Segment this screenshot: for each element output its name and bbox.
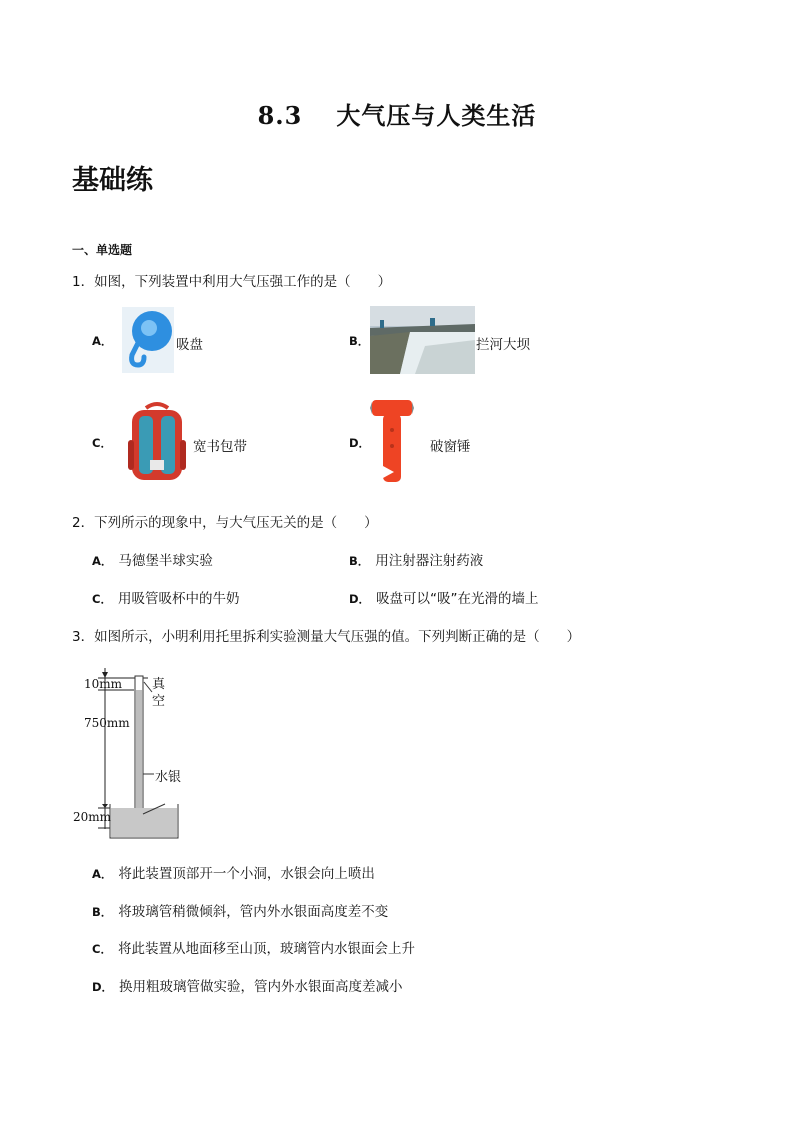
label-depth: 20mm bbox=[73, 810, 112, 824]
suction-cup-hook-icon bbox=[122, 307, 174, 373]
q2-option-d[interactable] bbox=[349, 587, 539, 607]
label-vacuum-2: 空 bbox=[152, 694, 166, 709]
option-letter: B． bbox=[349, 554, 370, 568]
option-letter: B． bbox=[92, 905, 113, 919]
page-title bbox=[0, 96, 794, 131]
option-letter: C． bbox=[92, 942, 112, 956]
option-letter: A． bbox=[92, 334, 113, 348]
q1-option-d-label: 破窗锤 bbox=[430, 439, 471, 455]
q3-option-d[interactable] bbox=[92, 975, 403, 995]
q1-option-c[interactable] bbox=[92, 435, 118, 451]
question-1-stem: 1．如图，下列装置中利用大气压强工作的是（ ） bbox=[72, 274, 392, 290]
option-letter: B． bbox=[349, 334, 370, 348]
label-mercury: 水银 bbox=[155, 770, 182, 785]
section-label: 一、单选题 bbox=[72, 243, 133, 257]
option-text: 将此装置从地面移至山顶，玻璃管内水银面会上升 bbox=[117, 941, 415, 957]
q2-option-a[interactable] bbox=[92, 549, 213, 569]
title-number: 8.3 bbox=[257, 101, 303, 130]
q3-option-b[interactable] bbox=[92, 900, 388, 920]
q3-option-c[interactable] bbox=[92, 937, 415, 957]
question-2-stem: 2．下列所示的现象中，与大气压无关的是（ ） bbox=[72, 515, 378, 531]
option-text: 将此装置顶部开一个小洞，水银会向上喷出 bbox=[118, 866, 375, 882]
option-text: 将玻璃管稍微倾斜，管内外水银面高度差不变 bbox=[118, 904, 389, 920]
emergency-hammer-icon bbox=[370, 396, 414, 490]
option-letter: A． bbox=[92, 554, 113, 568]
dam-photo-icon bbox=[370, 306, 475, 374]
q2-option-c[interactable] bbox=[92, 587, 239, 607]
school-backpack-icon bbox=[124, 400, 190, 484]
option-text: 换用粗玻璃管做实验，管内外水银面高度差减小 bbox=[119, 979, 403, 995]
option-letter: D． bbox=[349, 592, 371, 606]
option-text: 马德堡半球实验 bbox=[118, 553, 213, 569]
option-text: 吸盘可以“吸”在光滑的墙上 bbox=[376, 591, 539, 607]
label-top-gap: 10mm bbox=[84, 677, 123, 691]
label-vacuum-1: 真 bbox=[152, 677, 166, 692]
q1-option-b-label: 拦河大坝 bbox=[476, 337, 530, 353]
title-text: 大气压与人类生活 bbox=[336, 101, 537, 130]
q1-option-c-label: 宽书包带 bbox=[193, 439, 247, 455]
q1-option-a[interactable] bbox=[92, 333, 118, 349]
option-letter: D． bbox=[92, 980, 114, 994]
q3-option-a[interactable] bbox=[92, 862, 375, 882]
option-letter: A． bbox=[92, 867, 113, 881]
option-letter: D． bbox=[349, 436, 371, 450]
option-letter: C． bbox=[92, 592, 112, 606]
heading-basic: 基础练 bbox=[72, 165, 153, 196]
option-text: 用吸管吸杯中的牛奶 bbox=[117, 591, 240, 607]
q1-option-a-label: 吸盘 bbox=[176, 337, 203, 353]
option-letter: C． bbox=[92, 436, 112, 450]
q2-option-b[interactable] bbox=[349, 549, 483, 569]
question-3-stem: 3．如图所示，小明利用托里拆利实验测量大气压强的值。下列判断正确的是（ ） bbox=[72, 629, 581, 645]
option-text: 用注射器注射药液 bbox=[375, 553, 484, 569]
label-column: 750mm bbox=[84, 716, 130, 730]
